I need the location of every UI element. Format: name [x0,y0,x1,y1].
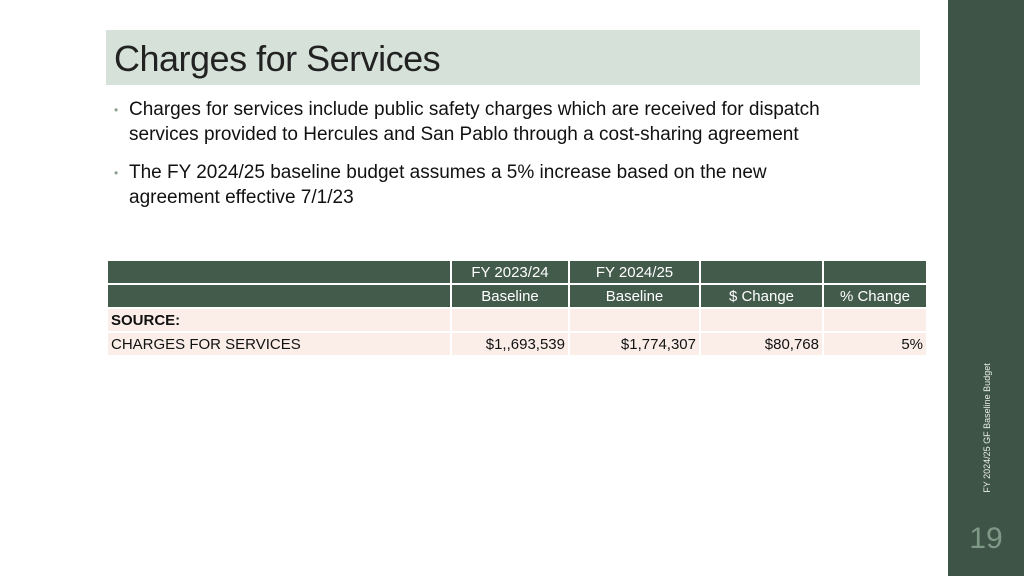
bullet-dot-icon: • [114,166,119,180]
row-label: CHARGES FOR SERVICES [107,332,451,356]
bullet-text: The FY 2024/25 baseline budget assumes a 5% increase based on the new agreement effective 7/1/23 [129,162,767,208]
header-cell [700,260,823,284]
header-cell: FY 2023/24 [451,260,569,284]
table-cell [823,308,927,332]
bullet-text: Charges for services include public safety charges which are received for dispatch services provided to Hercules and San Pablo through a cost-sharing agreement [129,99,820,145]
bullet-item [114,98,834,147]
bullet-dot-icon: • [114,103,119,117]
header-cell: FY 2024/25 [569,260,700,284]
table-row [107,308,927,332]
table-row [107,332,927,356]
bullet-list [114,98,834,224]
table-cell [569,308,700,332]
budget-table [106,259,928,357]
header-cell: Baseline [451,284,569,308]
page-number: 19 [969,522,1003,555]
table-header-row [107,260,927,284]
header-cell: % Change [823,284,927,308]
fy2425-cell: $1,774,307 [569,332,700,356]
source-label: SOURCE: [107,308,451,332]
table-header-row [107,284,927,308]
header-cell: $ Change [700,284,823,308]
table-cell [700,308,823,332]
side-label: FY 2024/25 GF Baseline Budget [982,363,992,493]
change-cell: $80,768 [700,332,823,356]
fy2324-cell: $1,,693,539 [451,332,569,356]
header-cell [107,260,451,284]
header-cell: Baseline [569,284,700,308]
pct-change-cell: 5% [823,332,927,356]
title-bar [106,30,920,85]
table-cell [451,308,569,332]
header-cell [107,284,451,308]
page-title: Charges for Services [114,38,441,79]
bullet-item [114,161,834,210]
header-cell [823,260,927,284]
